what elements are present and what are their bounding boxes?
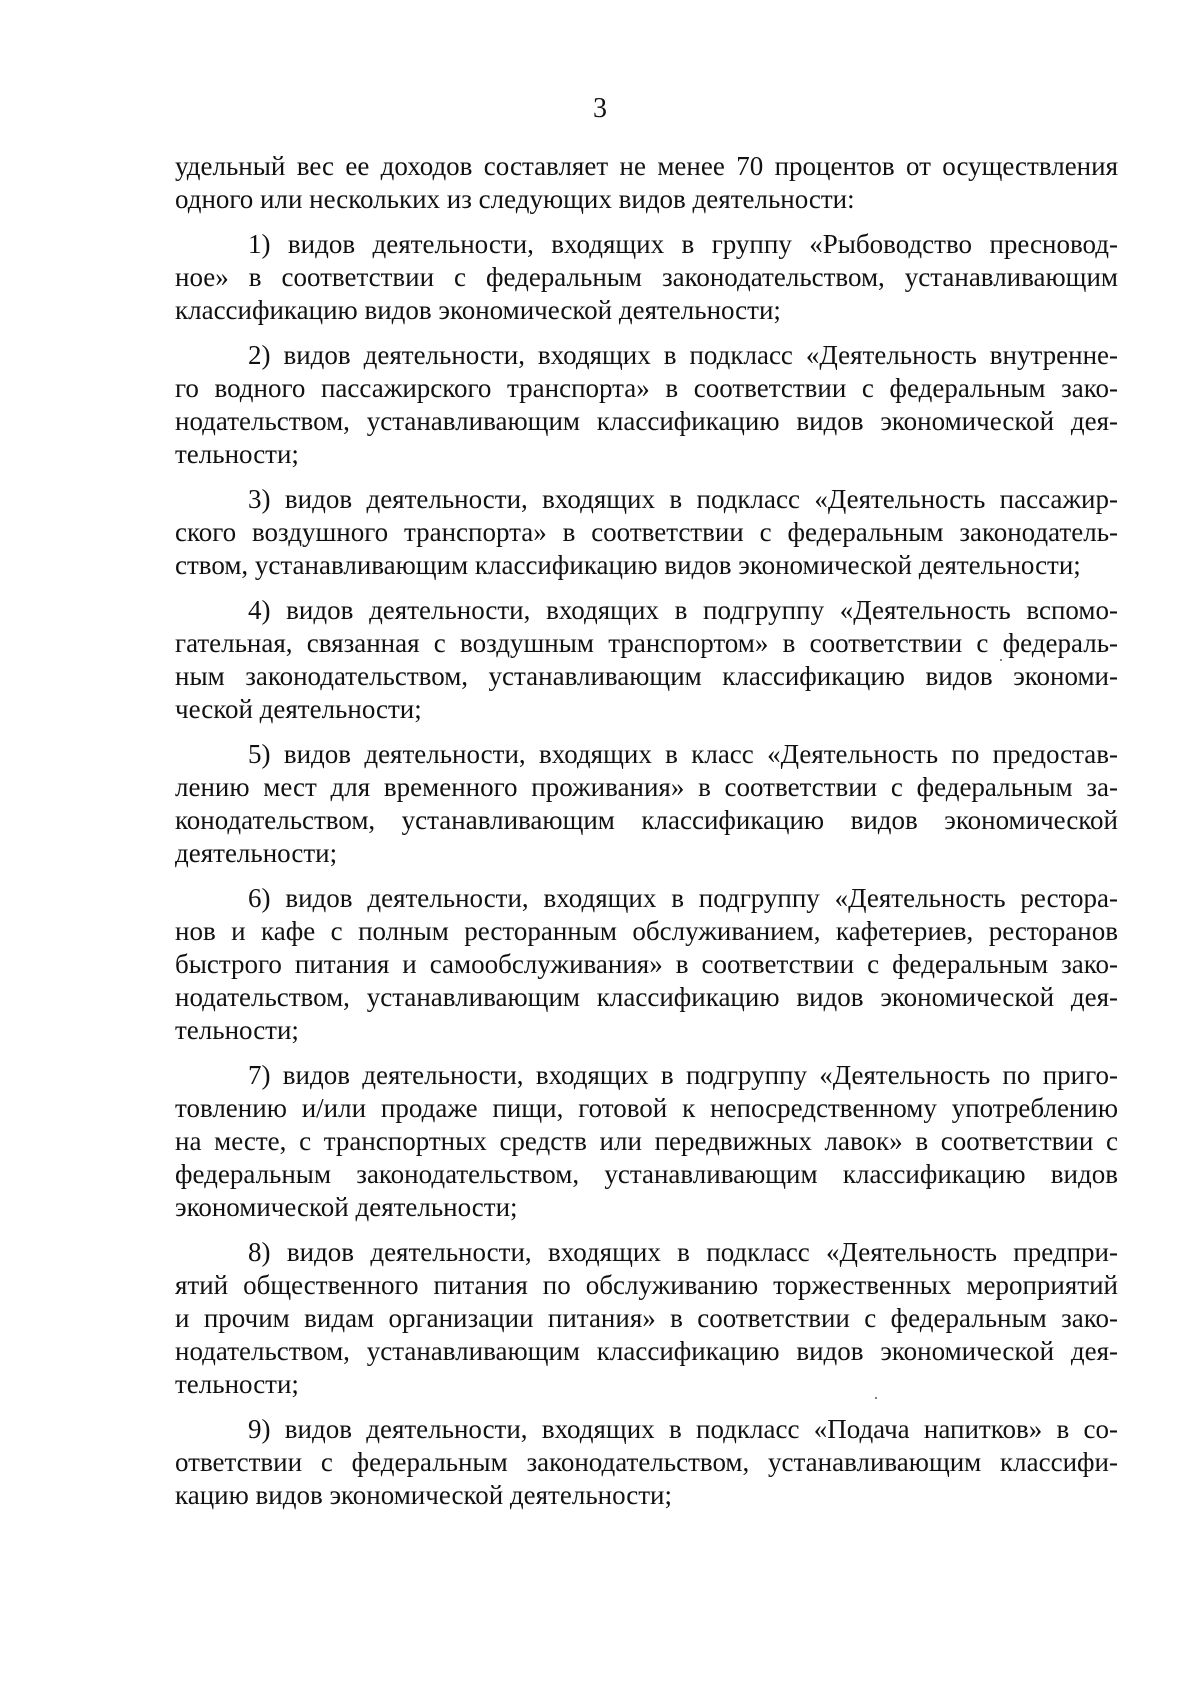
page-number: 3 bbox=[593, 93, 607, 124]
text-line: тельности; bbox=[175, 1369, 299, 1399]
text-line: федеральным законодательством, устанавливающим классификацию видов bbox=[175, 1159, 1118, 1189]
text-line: ным законодательством, устанавливающим классификацию видов экономи- bbox=[175, 661, 1118, 691]
text-line: одного или нескольких из следующих видов деятельности: bbox=[175, 184, 855, 214]
text-line: ством, устанавливающим классификацию видов экономической деятельности; bbox=[175, 550, 1081, 580]
text-line: лению мест для временного проживания» в соответствии с федеральным за- bbox=[175, 772, 1118, 802]
text-line: нодательством, устанавливающим классификацию видов экономической дея- bbox=[175, 1336, 1118, 1366]
document-body bbox=[175, 150, 1118, 1524]
text-line: экономической деятельности; bbox=[175, 1192, 518, 1222]
scan-speck bbox=[1000, 659, 1002, 661]
text-line: гательная, связанная с воздушным транспортом» в соответствии с федераль- bbox=[175, 628, 1118, 658]
text-line: нодательством, устанавливающим классификацию видов экономической дея- bbox=[175, 406, 1118, 436]
paragraph bbox=[175, 1236, 1118, 1401]
text-line: на месте, с транспортных средств или передвижных лавок» в соответствии с bbox=[175, 1126, 1118, 1156]
text-line: товлению и/или продаже пищи, готовой к непосредственному употреблению bbox=[175, 1093, 1118, 1123]
paragraph bbox=[175, 228, 1118, 327]
text-line: ческой деятельности; bbox=[175, 694, 422, 724]
paragraph bbox=[175, 339, 1118, 471]
paragraph bbox=[175, 483, 1118, 582]
text-line: 1) видов деятельности, входящих в группу «Рыбоводство пресновод- bbox=[248, 229, 1118, 259]
text-line: тельности; bbox=[175, 439, 299, 469]
paragraph bbox=[175, 150, 1118, 216]
text-line: 4) видов деятельности, входящих в подгруппу «Деятельность вспомо- bbox=[248, 595, 1118, 625]
text-line: ное» в соответствии с федеральным законодательством, устанавливающим bbox=[175, 262, 1118, 292]
text-line: деятельности; bbox=[175, 838, 338, 868]
paragraph bbox=[175, 594, 1118, 726]
paragraph bbox=[175, 738, 1118, 870]
text-line: 9) видов деятельности, входящих в подкласс «Подача напитков» в со- bbox=[248, 1414, 1118, 1444]
text-line: 6) видов деятельности, входящих в подгруппу «Деятельность рестора- bbox=[248, 883, 1118, 913]
text-line: 2) видов деятельности, входящих в подкласс «Деятельность внутренне- bbox=[248, 340, 1118, 370]
scan-speck bbox=[875, 1397, 877, 1399]
text-line: удельный вес ее доходов составляет не менее 70 процентов от осуществления bbox=[175, 151, 1118, 181]
text-line: ответствии с федеральным законодательством, устанавливающим классифи- bbox=[175, 1447, 1118, 1477]
text-line: классификацию видов экономической деятельности; bbox=[175, 295, 781, 325]
text-line: 7) видов деятельности, входящих в подгруппу «Деятельность по приго- bbox=[248, 1060, 1118, 1090]
paragraph bbox=[175, 1059, 1118, 1224]
text-line: и прочим видам организации питания» в соответствии с федеральным зако- bbox=[175, 1303, 1118, 1333]
text-line: ятий общественного питания по обслуживанию торжественных мероприятий bbox=[175, 1270, 1118, 1300]
text-line: тельности; bbox=[175, 1015, 299, 1045]
paragraph bbox=[175, 1413, 1118, 1512]
text-line: нов и кафе с полным ресторанным обслуживанием, кафетериев, ресторанов bbox=[175, 916, 1118, 946]
text-line: кацию видов экономической деятельности; bbox=[175, 1480, 672, 1510]
text-line: го водного пассажирского транспорта» в соответствии с федеральным зако- bbox=[175, 373, 1118, 403]
text-line: быстрого питания и самообслуживания» в соответствии с федеральным зако- bbox=[175, 949, 1118, 979]
paragraph bbox=[175, 882, 1118, 1047]
text-line: 3) видов деятельности, входящих в подкласс «Деятельность пассажир- bbox=[248, 484, 1118, 514]
text-line: ского воздушного транспорта» в соответствии с федеральным законодатель- bbox=[175, 517, 1118, 547]
text-line: 8) видов деятельности, входящих в подкласс «Деятельность предпри- bbox=[248, 1237, 1118, 1267]
text-line: нодательством, устанавливающим классификацию видов экономической дея- bbox=[175, 982, 1118, 1012]
text-line: конодательством, устанавливающим классификацию видов экономической bbox=[175, 805, 1118, 835]
text-line: 5) видов деятельности, входящих в класс «Деятельность по предостав- bbox=[248, 739, 1118, 769]
